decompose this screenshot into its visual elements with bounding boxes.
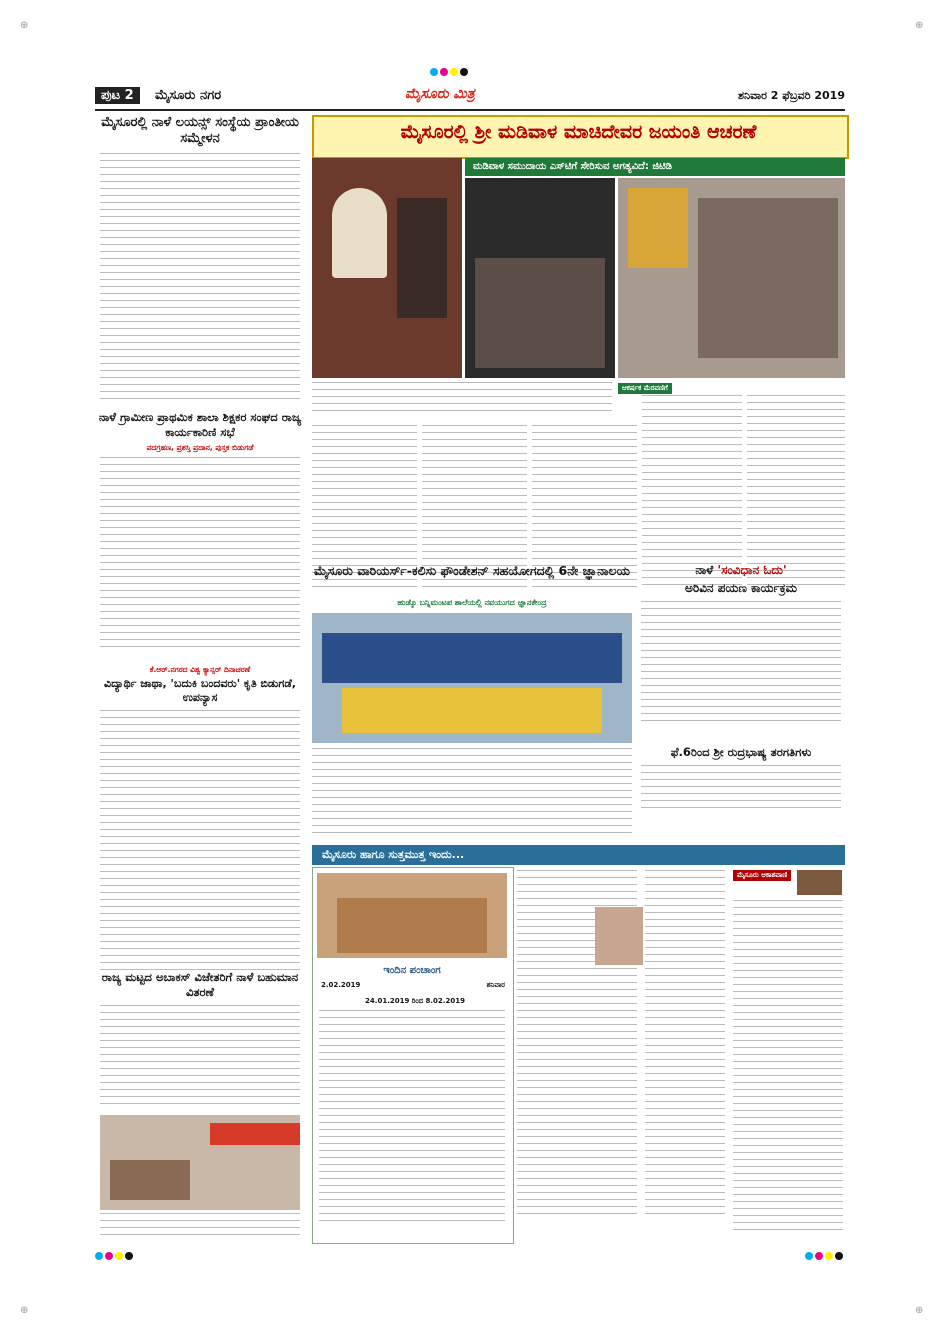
radio-tag: ಮೈಸೂರು ಆಕಾಶವಾಣಿ — [733, 870, 791, 881]
palace-photo — [317, 873, 507, 958]
story1-body — [100, 153, 300, 403]
story4-body — [100, 1005, 300, 1115]
page-number-badge: ಪುಟ 2 — [95, 87, 140, 104]
politician-photo — [595, 907, 643, 965]
story3-headline: ವಿದ್ಯಾರ್ಥಿ ಜಾಥಾ, 'ಬದುಕಿ ಬಂದವರು' ಕೃತಿ ಬಿಡುಗಡೆ, ಉಪನ್ಯಾಸ — [104, 677, 296, 704]
panchanga-title: ಇಂದಿನ ಪಂಚಾಂಗ — [383, 965, 441, 976]
story3-body — [100, 710, 300, 980]
story6-body — [641, 601, 841, 731]
issue-date: ಶನಿವಾರ 2 ಫೆಬ್ರವರಿ 2019 — [738, 89, 845, 102]
story7-headline: ಫೆ.6ರಿಂದ ಶ್ರೀ ರುದ್ರಭಾಷ್ಯ ತರಗತಿಗಳು — [670, 745, 812, 759]
lead-subhead: ಮಡಿವಾಳ ಸಮುದಾಯ ಎಸ್‌ಟಿಗೆ ಸೇರಿಸುವ ಅಗತ್ಯವಿದೆ: ಜಿಟಿಡಿ — [465, 158, 845, 176]
story5-body — [312, 748, 632, 848]
story6-kicker-line: ನಾಳೆ 'ಸಂವಿಧಾನ ಓದು' — [695, 563, 787, 577]
story3-kicker: ಕೆ.ಆರ್.ನಗರದ ವಿಶ್ವ ಕ್ಯಾನ್ಸರ್ ದಿನಾಚರಣೆ — [149, 665, 251, 674]
color-bar — [95, 1252, 133, 1260]
crop-mark: ⊕ — [20, 1305, 29, 1316]
procession-photo — [618, 178, 845, 378]
story2-kicker: ಪದಗ್ರಹಣ, ಪ್ರಶಸ್ತಿ ಪ್ರದಾನ, ಪುಸ್ತಕ ಬಿಡುಗಡೆ — [146, 443, 254, 452]
page-header — [95, 85, 845, 111]
procession-tag: ಆಕರ್ಷಕ ಮೆರವಣಿಗೆ — [618, 383, 672, 394]
story1-headline: ಮೈಸೂರಲ್ಲಿ ನಾಳೆ ಲಯನ್ಸ್ ಸಂಸ್ಥೆಯ ಪ್ರಾಂತೀಯ ಸಮ್ಮೇಳನ — [101, 115, 299, 146]
radio-icon — [797, 870, 842, 895]
today-right-listings — [645, 870, 725, 1240]
photo-caption — [312, 382, 612, 422]
event-date-range: 24.01.2019 ರಿಂದ 8.02.2019 — [365, 997, 465, 1005]
section-title: ಮೈಸೂರು ನಗರ — [155, 88, 222, 103]
color-bar — [805, 1252, 843, 1260]
panchanga-date: 2.02.2019 — [321, 981, 361, 989]
story7-body — [641, 765, 841, 825]
color-bar — [430, 68, 468, 76]
panchanga-day: ಶನಿವಾರ — [486, 981, 505, 989]
story6-headline: ಅರಿವಿನ ಪಯಣ ಕಾರ್ಯಕ್ರಮ — [684, 581, 798, 595]
today-left-listings — [319, 1010, 505, 1235]
story5-subhead: ಹುಡ್ಕೊ ಬನ್ನಿಮಂಟಪ ಶಾಲೆಯಲ್ಲಿ ನವಯುಗದ ಜ್ಞಾನಕೇಂದ್ರ — [397, 598, 547, 607]
blood-donation-photo — [100, 1115, 300, 1210]
jayanti-photo — [312, 158, 462, 378]
today-banner: ಮೈಸೂರು ಹಾಗೂ ಸುತ್ತಮುತ್ತ ಇಂದು... — [312, 845, 845, 865]
crop-mark: ⊕ — [915, 1305, 924, 1316]
radio-listings — [733, 900, 843, 1240]
story4-headline: ರಾಜ್ಯ ಮಟ್ಟದ ಅಬಾಕಸ್ ವಿಜೇತರಿಗೆ ನಾಳೆ ಬಹುಮಾನ ವಿತರಣೆ — [101, 970, 299, 999]
lead-headline: ಮೈಸೂರಲ್ಲಿ ಶ್ರೀ ಮಡಿವಾಳ ಮಾಚಿದೇವರ ಜಯಂತಿ ಆಚರಣೆ — [400, 121, 757, 143]
newspaper-page — [95, 85, 845, 1245]
warriors-group-photo — [312, 613, 632, 743]
guests-photo — [465, 178, 615, 378]
blood-donation-caption — [100, 1213, 300, 1243]
story5-headline: ಮೈಸೂರು ವಾರಿಯರ್ಸ್-ಕಲಿಸು ಫೌಂಡೇಶನ್ ಸಹಯೋಗದಲ್ಲಿ 6ನೇ ಜ್ಞಾನಾಲಯ — [313, 563, 631, 578]
masthead-logo: ಮೈಸೂರು ಮಿತ್ರ — [405, 86, 475, 102]
story2-headline: ನಾಳೆ ಗ್ರಾಮೀಣ ಪ್ರಾಥಮಿಕ ಶಾಲಾ ಶಿಕ್ಷಕರ ಸಂಘದ ರಾಜ್ಯ ಕಾರ್ಯಕಾರಿಣಿ ಸಭೆ — [98, 410, 302, 439]
crop-mark: ⊕ — [915, 20, 924, 31]
story2-body — [100, 457, 300, 657]
crop-mark: ⊕ — [20, 20, 29, 31]
